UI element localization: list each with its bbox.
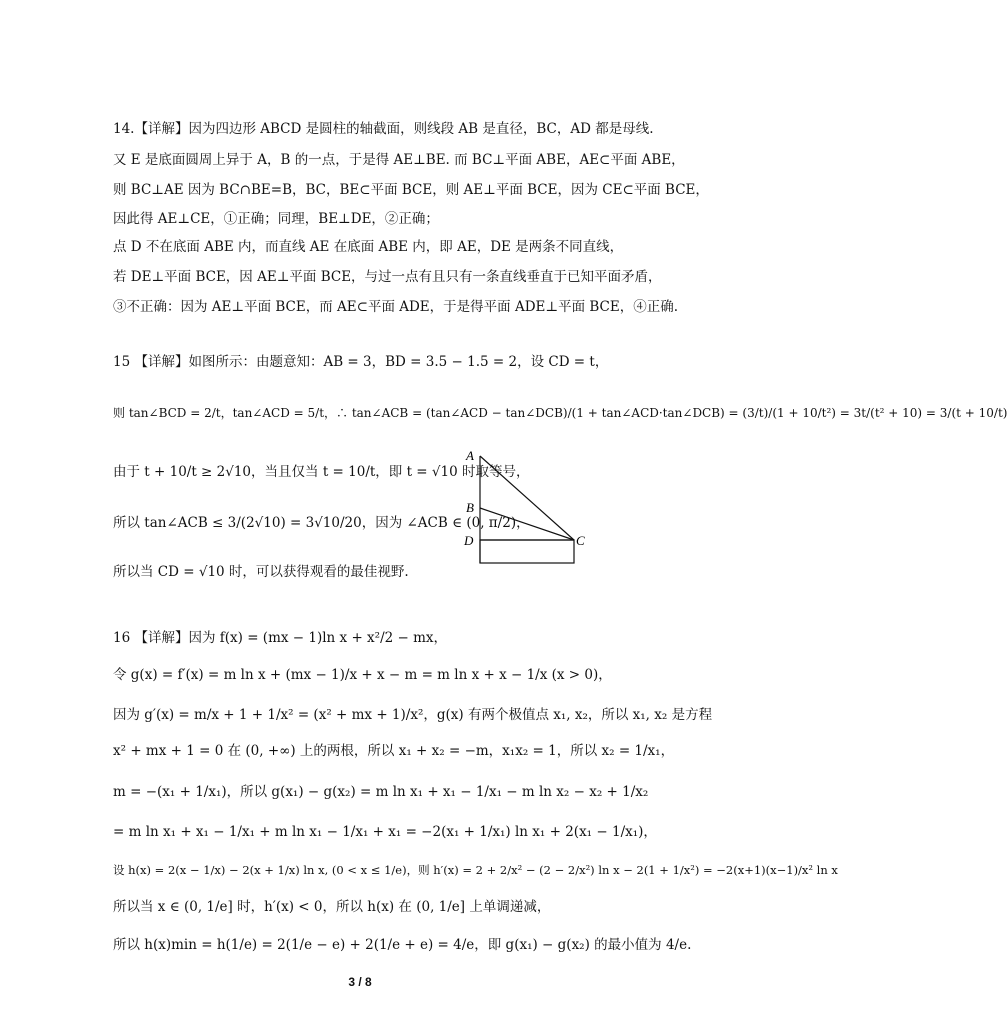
page-number: 3 / 8 bbox=[348, 975, 372, 989]
line-AC bbox=[480, 456, 574, 540]
triangle-figure bbox=[462, 448, 592, 578]
p15-line4: 所以 tan∠ACB ≤ 3/(2√10) = 3√10/20，因为 ∠ACB ∈ (0, π/2)， bbox=[113, 515, 530, 531]
p15-line2: 则 tan∠BCD = 2/t，tan∠ACD = 5/t，∴ tan∠ACB = (tan∠ACD − tan∠DCB)/(1 + tan∠ACD·tan∠DCB) = (3/t)/(1 + 10/t²) = 3t/(t² + 10) = 3/(t + 10/t) bbox=[113, 406, 1007, 420]
p16-line4: x² + mx + 1 = 0 在 (0, +∞) 上的两根，所以 x₁ + x₂ = −m，x₁x₂ = 1，所以 x₂ = 1/x₁， bbox=[113, 743, 675, 759]
base-rect bbox=[480, 540, 574, 563]
p14-line5: 点 D 不在底面 ABE 内，而直线 AE 在底面 ABE 内，即 AE，DE 是两条不同直线， bbox=[113, 239, 624, 255]
p16-line3: 因为 g′(x) = m/x + 1 + 1/x² = (x² + mx + 1)/x²，g(x) 有两个极值点 x₁, x₂，所以 x₁, x₂ 是方程 bbox=[113, 707, 713, 723]
p14-line7: ③不正确：因为 AE⊥平面 BCE，而 AE⊂平面 ADE，于是得平面 ADE⊥平面 BCE，④正确. bbox=[113, 299, 679, 315]
p15-line5: 所以当 CD = √10 时，可以获得观看的最佳视野. bbox=[113, 564, 409, 580]
p14-line6: 若 DE⊥平面 BCE，因 AE⊥平面 BCE，与过一点有且只有一条直线垂直于已知平面矛盾， bbox=[113, 269, 662, 285]
p14-line2: 又 E 是底面圆周上异于 A，B 的一点，于是得 AE⊥BE. 而 BC⊥平面 ABE，AE⊂平面 ABE， bbox=[113, 152, 685, 168]
label-A: A bbox=[466, 448, 474, 463]
label-C: C bbox=[576, 533, 585, 548]
p14-line4: 因此得 AE⊥CE，①正确；同理，BE⊥DE，②正确； bbox=[113, 211, 439, 227]
p16-line5: m = −(x₁ + 1/x₁)，所以 g(x₁) − g(x₂) = m ln x₁ + x₁ − 1/x₁ − m ln x₂ − x₂ + 1/x₂ bbox=[113, 784, 649, 800]
label-D: D bbox=[464, 533, 474, 548]
p14-line3: 则 BC⊥AE 因为 BC∩BE=B，BC，BE⊂平面 BCE，则 AE⊥平面 BCE，因为 CE⊂平面 BCE， bbox=[113, 182, 709, 198]
p16-line1: 16 【详解】因为 f(x) = (mx − 1)ln x + x²/2 − mx， bbox=[113, 630, 448, 646]
p16-line9: 所以 h(x)min = h(1/e) = 2(1/e − e) + 2(1/e + e) = 4/e，即 g(x₁) − g(x₂) 的最小值为 4/e. bbox=[113, 937, 692, 953]
p16-line8: 所以当 x ∈ (0, 1/e] 时，h′(x) < 0，所以 h(x) 在 (0, 1/e] 上单调递减， bbox=[113, 899, 551, 915]
p16-line2: 令 g(x) = f′(x) = m ln x + (mx − 1)/x + x − m = m ln x + x − 1/x (x > 0)， bbox=[113, 667, 612, 683]
line-BC bbox=[480, 508, 574, 540]
p15-line3: 由于 t + 10/t ≥ 2√10，当且仅当 t = 10/t，即 t = √10 时取等号， bbox=[113, 464, 530, 480]
label-B: B bbox=[466, 500, 474, 515]
p15-line1: 15 【详解】如图所示：由题意知：AB = 3，BD = 3.5 − 1.5 = 2，设 CD = t， bbox=[113, 354, 609, 370]
p16-line7: 设 h(x) = 2(x − 1/x) − 2(x + 1/x) ln x, (0 < x ≤ 1/e)，则 h′(x) = 2 + 2/x² − (2 − 2/x²) ln x − 2(1 + 1/x²) = −2(x+1)(x−1)/x² ln x bbox=[113, 863, 838, 877]
p14-line1: 14.【详解】因为四边形 ABCD 是圆柱的轴截面，则线段 AB 是直径，BC，AD 都是母线. bbox=[113, 121, 654, 137]
p16-line6: = m ln x₁ + x₁ − 1/x₁ + m ln x₁ − 1/x₁ + x₁ = −2(x₁ + 1/x₁) ln x₁ + 2(x₁ − 1/x₁)， bbox=[113, 824, 657, 840]
